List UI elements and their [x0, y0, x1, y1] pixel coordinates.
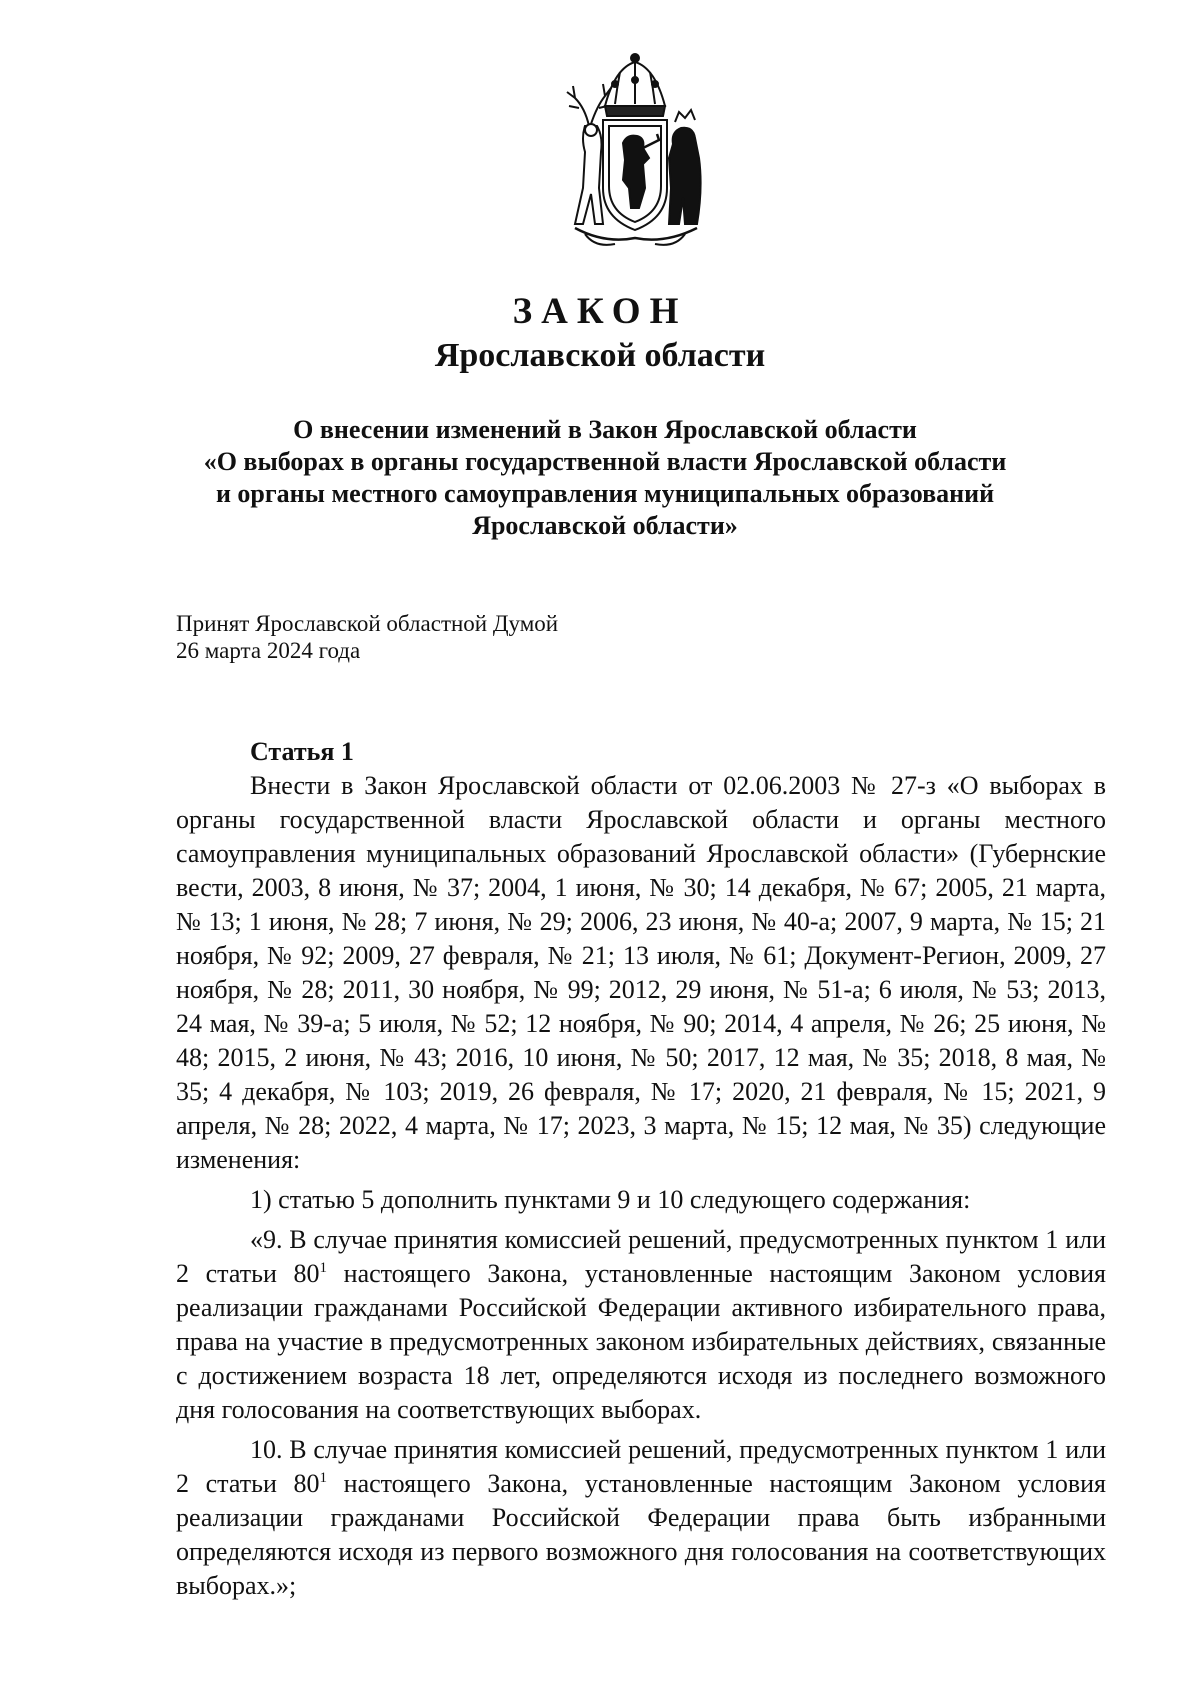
article-intro-paragraph: Внести в Закон Ярославской области от 02.06.2003 № 27-з «О выборах в органы государственной власти Ярославской области и органы местного самоуправления муниципальных образований Ярославской области» (Губернские вести, 2003, 8 июня, № 37; 2004, 1 июня, № 30; 14 декабря, № 67; 2005, 21 марта, № 13; 1 июня, № 28; 7 июня, № 29; 2006, 23 июня, № 40-а; 2007, 9 марта, № 15; 21 ноября, № 92; 2009, 27 февраля, № 21; 13 июля, № 61; Документ-Регион, 2009, 27 ноября, № 28; 2011, 30 ноября, № 99; 2012, 29 июня, № 51-а; 6 июля, № 53; 2013, 24 мая, № 39-а; 5 июля, № 52; 12 ноября, № 90; 2014, 4 апреля, № 26; 25 июня, № 48; 2015, 2 июня, № 43; 2016, 10 июня, № 50; 2017, 12 мая, № 35; 2018, 8 мая, № 35; 4 декабря, № 103; 2019, 26 февраля, № 17; 2020, 21 февраля, № 15; 2021, 9 апреля, № 28; 2022, 4 марта, № 17; 2023, 3 марта, № 15; 12 мая, № 35) следующие изменения:	[176, 771, 1106, 1174]
point-9-paragraph	[176, 1223, 1106, 1427]
adoption-body: Принят Ярославской областной Думой	[176, 611, 559, 636]
point-10-paragraph	[176, 1433, 1106, 1603]
subject-line: О внесении изменений в Закон Ярославской области	[293, 415, 917, 444]
point-9-superscript: 1	[319, 1260, 328, 1276]
adoption-date: 26 марта 2024 года	[176, 638, 361, 663]
subject-line: и органы местного самоуправления муниципальных образований	[215, 479, 995, 508]
point-10-superscript: 1	[319, 1470, 328, 1486]
article-1	[176, 735, 1106, 1603]
law-title: ЗАКОН	[512, 291, 688, 332]
law-subject	[140, 414, 1070, 542]
law-region: Ярославской области	[434, 337, 766, 374]
point-10-text-start: 10. В случае принятия комиссией решений, предусмотренных пунктом 1 или 2 статьи 80	[176, 1435, 1106, 1498]
adoption-note	[176, 610, 558, 664]
subject-line: «О выборах в органы государственной власти Ярославской области	[203, 447, 1007, 476]
point-9-text-start: «9. В случае принятия комиссией решений, предусмотренных пунктом 1 или 2 статьи 80	[176, 1225, 1106, 1288]
point-10-text-end: настоящего Закона, установленные настоящим Законом условия реализации гражданами Российской Федерации права быть избранными определяются исходя из первого возможного дня голосования на соответствующих выборах.»;	[176, 1469, 1106, 1600]
subject-line: Ярославской области»	[472, 511, 738, 540]
amendment-item-1: 1) статью 5 дополнить пунктами 9 и 10 следующего содержания:	[250, 1185, 971, 1214]
coat-of-arms-emblem	[545, 48, 725, 258]
point-9-text-end: настоящего Закона, установленные настоящим Законом условия реализации гражданами Российской Федерации активного избирательного права, права на участие в предусмотренных законом избирательных действиях, связанные с достижением возраста 18 лет, определяются исходя из последнего возможного дня голосования на соответствующих выборах.	[176, 1259, 1106, 1424]
article-heading: Статья 1	[250, 737, 354, 766]
